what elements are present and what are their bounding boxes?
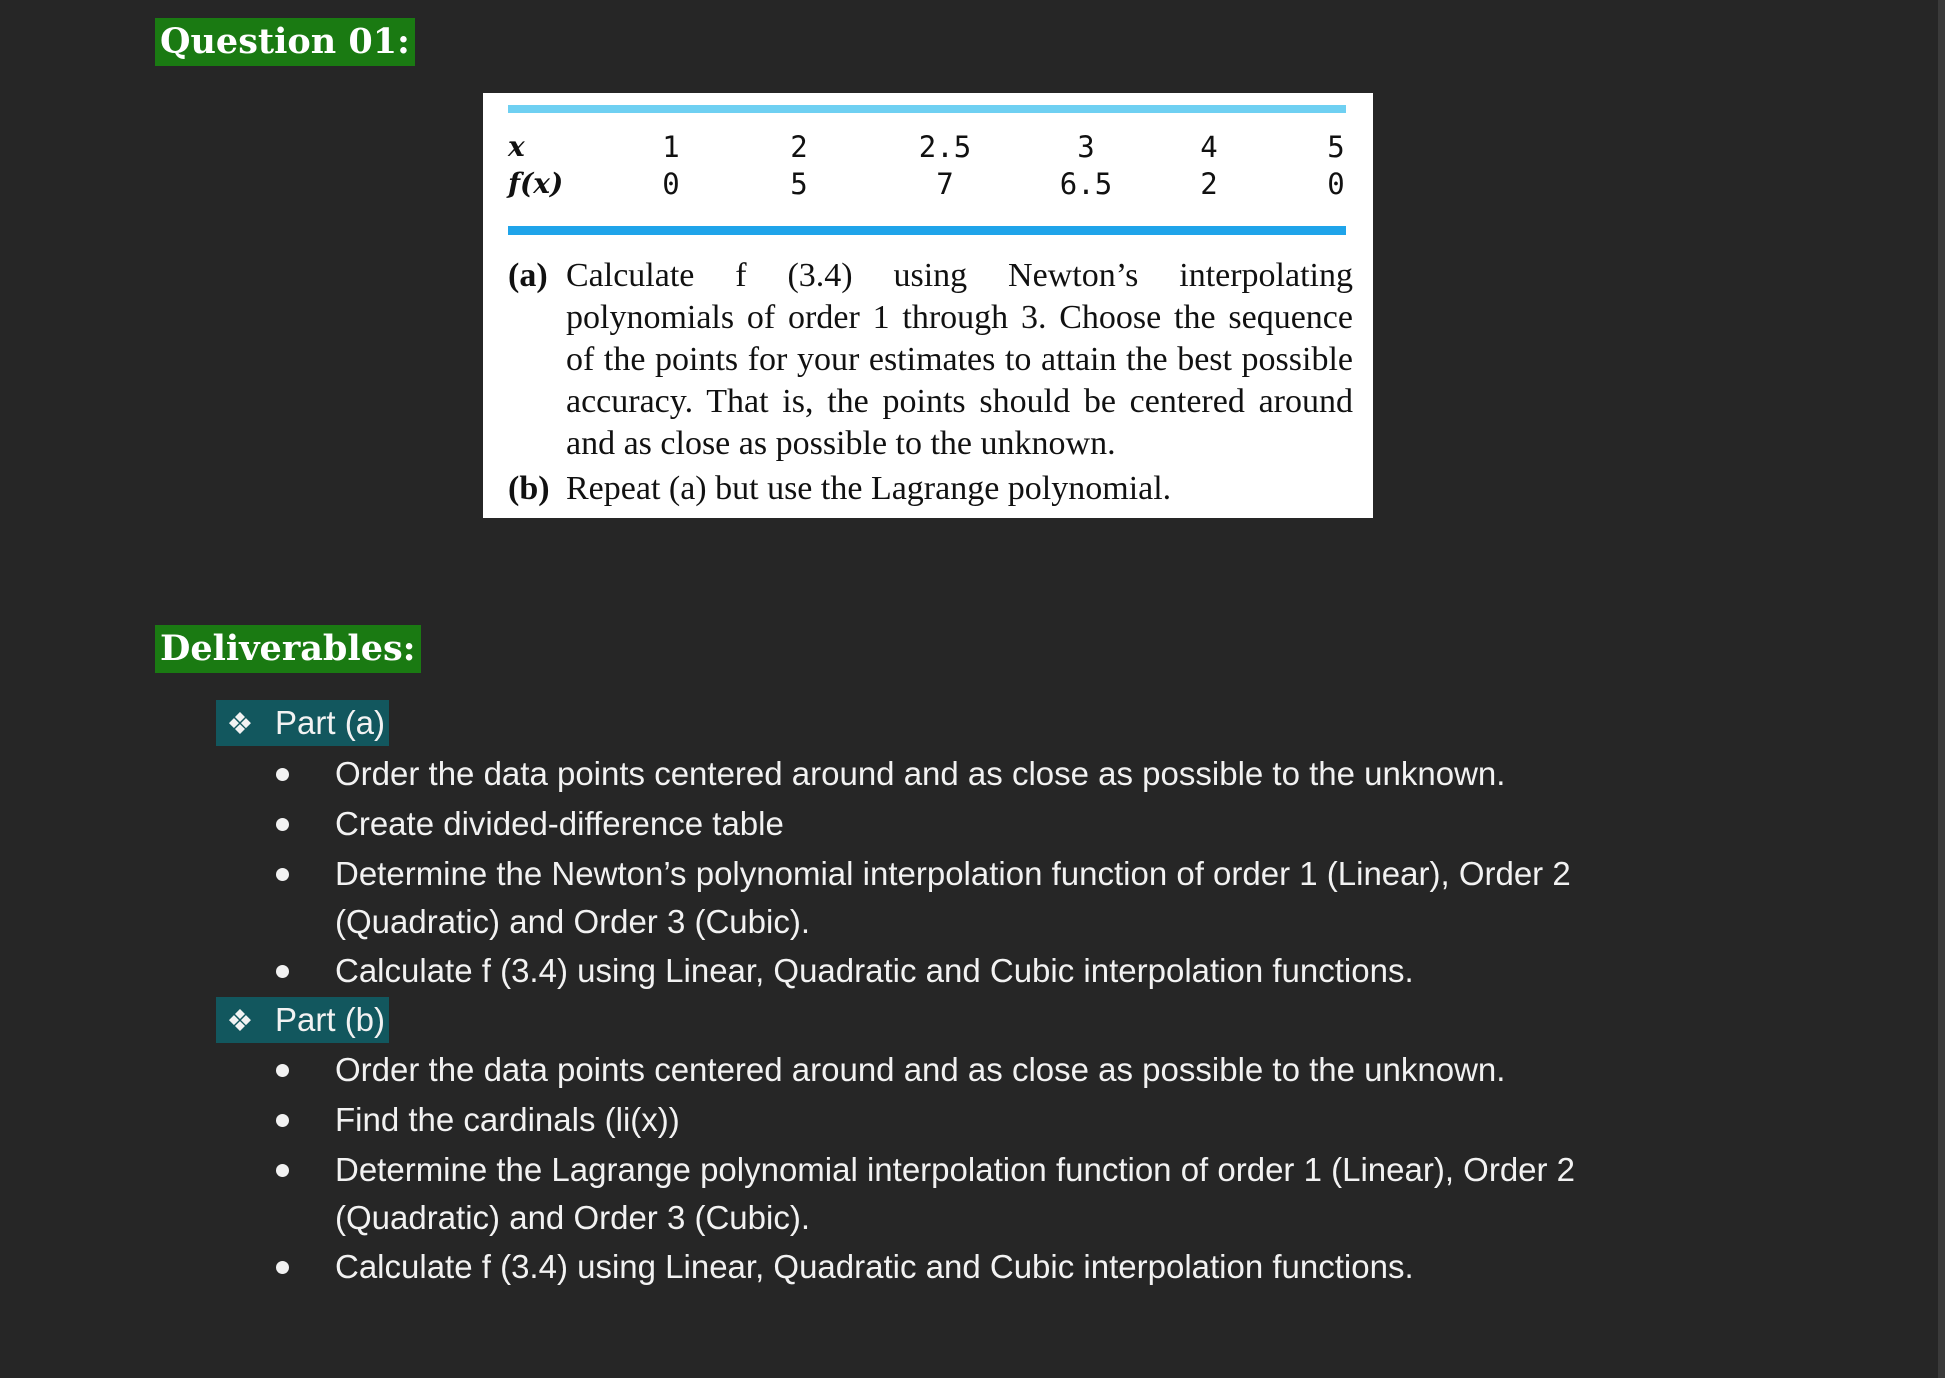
x-value: 2.5 — [918, 130, 972, 164]
question-heading: Question 01: — [155, 18, 415, 66]
bullet-icon — [276, 1114, 289, 1127]
problem-part-a-text: Calculate f (3.4) using Newton’s interpolating polynomials of order 1 through 3. Choose the sequence of the points for your estimates to attain the best possible accuracy. That is, the points should be centered around and as close as possible to the unknown. — [566, 257, 1353, 462]
list-item-text: Find the cardinals (li(x)) — [335, 1101, 680, 1138]
list-item-text: Order the data points centered around and as close as possible to the unknown. — [335, 1051, 1506, 1088]
table-bottom-rule — [508, 226, 1346, 235]
x-value: 5 — [1327, 130, 1345, 164]
problem-image — [483, 93, 1373, 518]
list-item-text: Calculate f (3.4) using Linear, Quadratic and Cubic interpolation functions. — [335, 952, 1414, 989]
x-value: 3 — [1077, 130, 1095, 164]
list-item — [270, 1243, 1650, 1291]
problem-part-b-label: (b) — [508, 470, 550, 507]
list-item — [270, 1146, 1650, 1242]
problem-part-b — [508, 468, 1353, 510]
list-item — [270, 800, 1650, 848]
fx-value: 0 — [1327, 167, 1345, 201]
fx-value: 5 — [790, 167, 808, 201]
fx-value: 0 — [662, 167, 680, 201]
list-item — [270, 1046, 1650, 1094]
list-item — [270, 850, 1650, 946]
fx-value: 7 — [936, 167, 954, 201]
deliverables-heading: Deliverables: — [155, 625, 421, 673]
list-item — [270, 1096, 1650, 1144]
fx-value: 6.5 — [1059, 167, 1113, 201]
row-label-x: x — [508, 130, 525, 163]
list-item-text: Calculate f (3.4) using Linear, Quadratic and Cubic interpolation functions. — [335, 1248, 1414, 1285]
list-item — [270, 750, 1650, 798]
part-b-label: Part (b) — [275, 1001, 386, 1038]
part-b-heading — [216, 997, 389, 1043]
problem-part-a-label: (a) — [508, 257, 548, 294]
diamond-bullet-icon: ❖ — [226, 708, 254, 741]
part-a-label: Part (a) — [275, 704, 386, 741]
list-item-text: Determine the Newton’s polynomial interpolation function of order 1 (Linear), Order 2 (Quadratic) and Order 3 (Cubic). — [335, 855, 1571, 940]
problem-part-b-text: Repeat (a) but use the Lagrange polynomial. — [566, 470, 1172, 507]
row-label-fx: f(x) — [508, 167, 564, 200]
bullet-icon — [276, 768, 289, 781]
problem-part-a — [508, 255, 1353, 465]
x-value: 2 — [790, 130, 808, 164]
bullet-icon — [276, 818, 289, 831]
bullet-icon — [276, 1261, 289, 1274]
table-row-fx — [483, 166, 1373, 202]
list-item-text: Determine the Lagrange polynomial interpolation function of order 1 (Linear), Order 2 (Quadratic) and Order 3 (Cubic). — [335, 1151, 1576, 1236]
table-row-x — [483, 129, 1373, 165]
bullet-icon — [276, 965, 289, 978]
bullet-icon — [276, 1164, 289, 1177]
table-top-rule — [508, 105, 1346, 113]
fx-value: 2 — [1200, 167, 1218, 201]
x-value: 1 — [662, 130, 680, 164]
bullet-icon — [276, 868, 289, 881]
x-value: 4 — [1200, 130, 1218, 164]
diamond-bullet-icon: ❖ — [226, 1005, 254, 1038]
list-item-text: Order the data points centered around and as close as possible to the unknown. — [335, 755, 1506, 792]
list-item-text: Create divided-difference table — [335, 805, 784, 842]
list-item — [270, 947, 1650, 995]
part-a-heading — [216, 700, 389, 746]
window-edge — [1938, 0, 1945, 1378]
bullet-icon — [276, 1064, 289, 1077]
